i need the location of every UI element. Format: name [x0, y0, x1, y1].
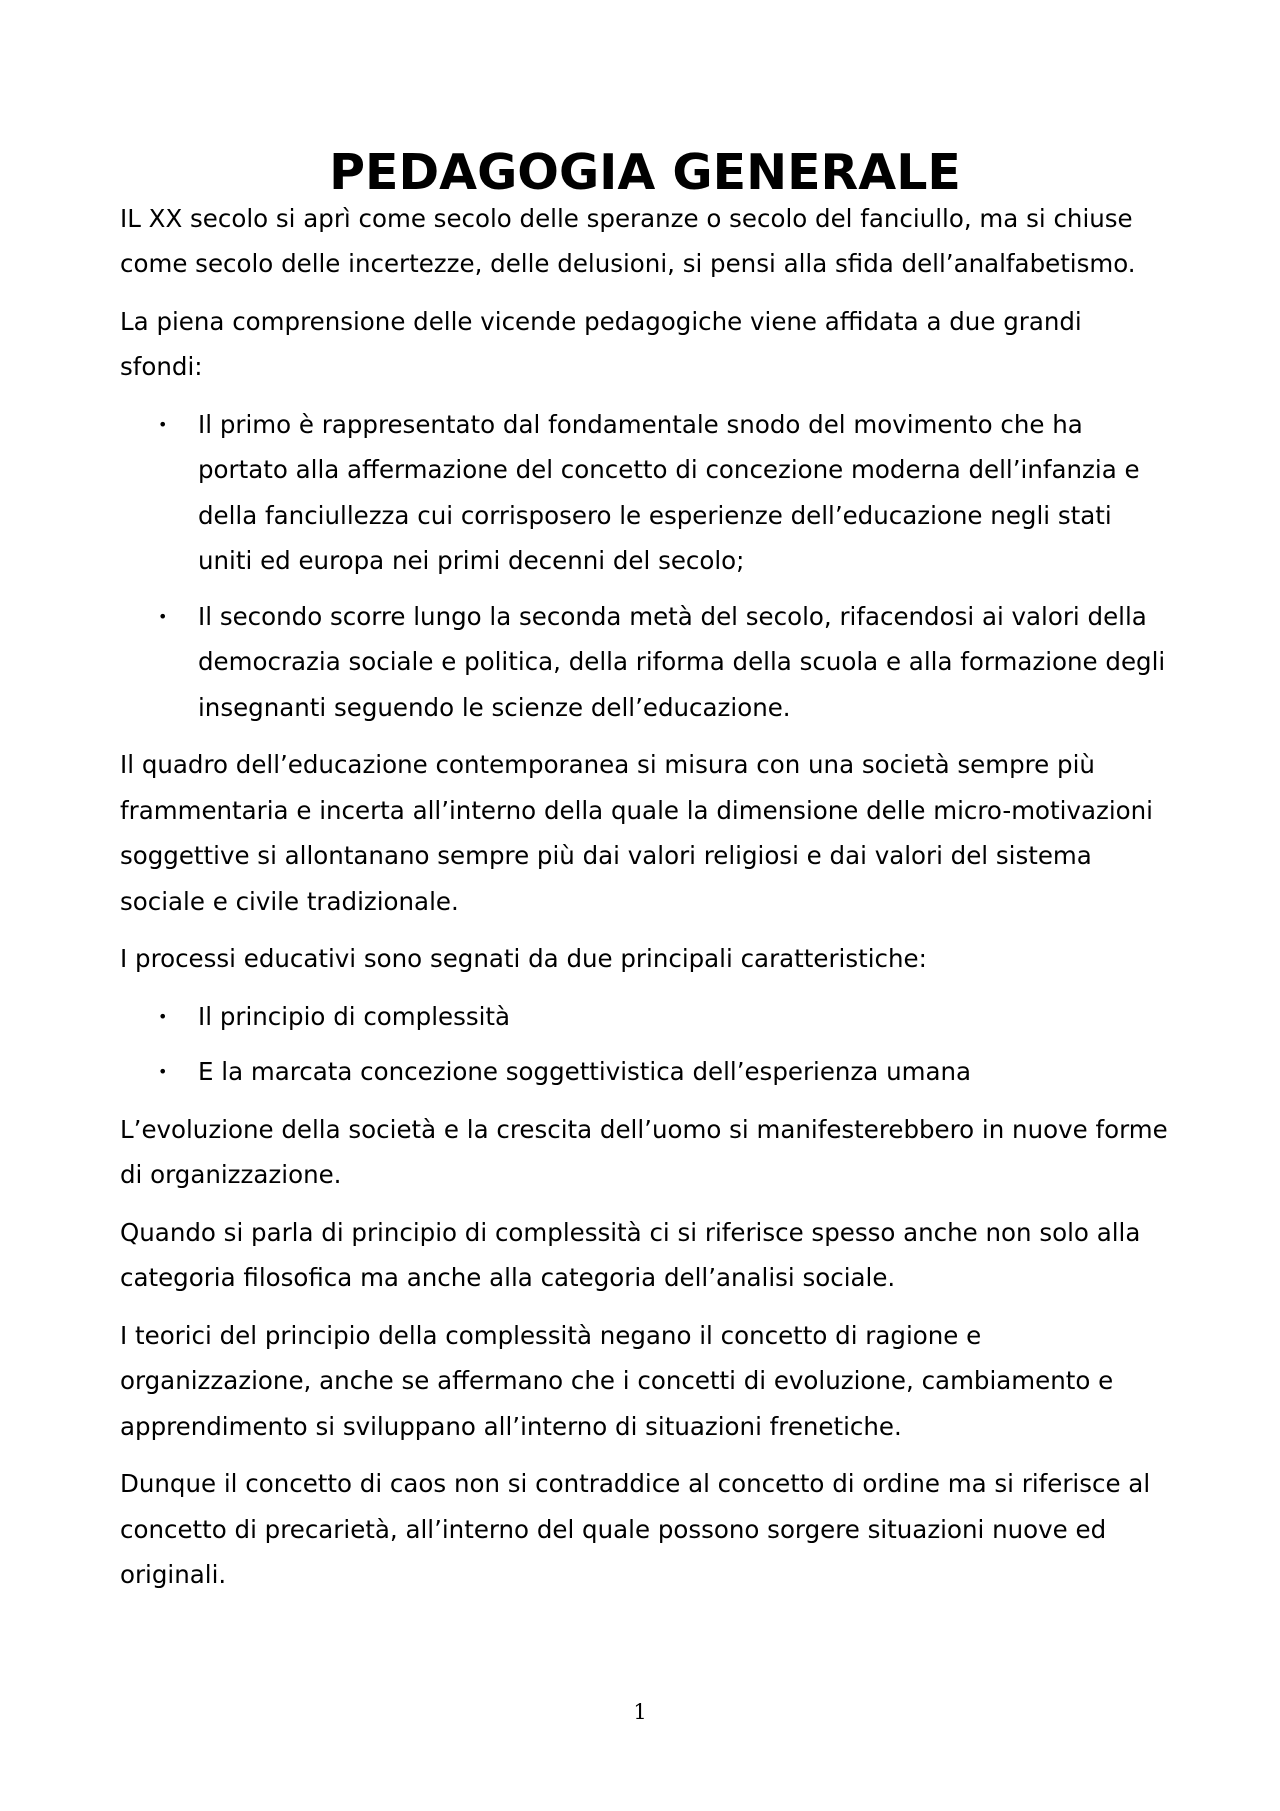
paragraph: Quando si parla di principio di complessità ci si riferisce spesso anche non solo alla categoria filosofica ma anche alla categoria dell’analisi sociale.: [120, 1217, 1141, 1292]
bullet-icon: •: [158, 1006, 168, 1026]
list-item-text: Il secondo scorre lungo la seconda metà del secolo, rifacendosi ai valori della democrazia sociale e politica, della riforma della scuola e alla formazione degli insegnanti seguendo le scienze dell’educazione.: [198, 601, 1166, 722]
document-page: [120, 144, 1170, 1610]
paragraph: Dunque il concetto di caos non si contraddice al concetto di ordine ma si riferisce al concetto di precarietà, all’interno del quale possono sorgere situazioni nuove ed originali.: [120, 1469, 1151, 1589]
paragraph: L’evoluzione della società e la crescita dell’uomo si manifesterebbero in nuove forme di organizzazione.: [120, 1114, 1168, 1189]
document-title: PEDAGOGIA GENERALE: [329, 144, 961, 201]
paragraph: I teorici del principio della complessità negano il concetto di ragione e organizzazione, anche se affermano che i concetti di evoluzione, cambiamento e apprendimento si sviluppano all’interno di situazioni frenetiche.: [120, 1320, 1114, 1441]
list-item: [120, 1049, 1170, 1095]
bullet-icon: •: [158, 606, 168, 626]
paragraph: I processi educativi sono segnati da due principali caratteristiche:: [120, 944, 927, 973]
page-number: 1: [633, 1700, 647, 1724]
paragraph: La piena comprensione delle vicende pedagogiche viene affidata a due grandi sfondi:: [120, 306, 1082, 381]
bullet-list: [120, 402, 1170, 731]
bullet-icon: •: [158, 414, 168, 434]
bullet-list: [120, 994, 1170, 1095]
paragraph: IL XX secolo si aprì come secolo delle speranze o secolo del fanciullo, ma si chiuse come secolo delle incertezze, delle delusioni, si pensi alla sfida dell’analfabetismo.: [120, 203, 1136, 278]
bullet-icon: •: [158, 1062, 168, 1081]
list-item: [120, 402, 1170, 584]
list-item-text: Il principio di complessità: [198, 1001, 511, 1031]
list-item: [120, 594, 1170, 731]
paragraph: Il quadro dell’educazione contemporanea si misura con una società sempre più frammentaria e incerta all’interno della quale la dimensione delle micro-motivazioni soggettive si allontanano sempre più dai valori religiosi e dai valori del sistema sociale e civile tradizionale.: [120, 750, 1153, 916]
list-item-text: E la marcata concezione soggettivistica dell’esperienza umana: [198, 1057, 972, 1086]
list-item: [120, 994, 1170, 1040]
list-item-text: Il primo è rappresentato dal fondamentale snodo del movimento che ha portato alla affermazione del concetto di concezione moderna dell’infanzia e della fanciullezza cui corrisposero le esperienze dell’educazione negli stati uniti ed europa nei primi decenni del secolo;: [198, 409, 1140, 575]
